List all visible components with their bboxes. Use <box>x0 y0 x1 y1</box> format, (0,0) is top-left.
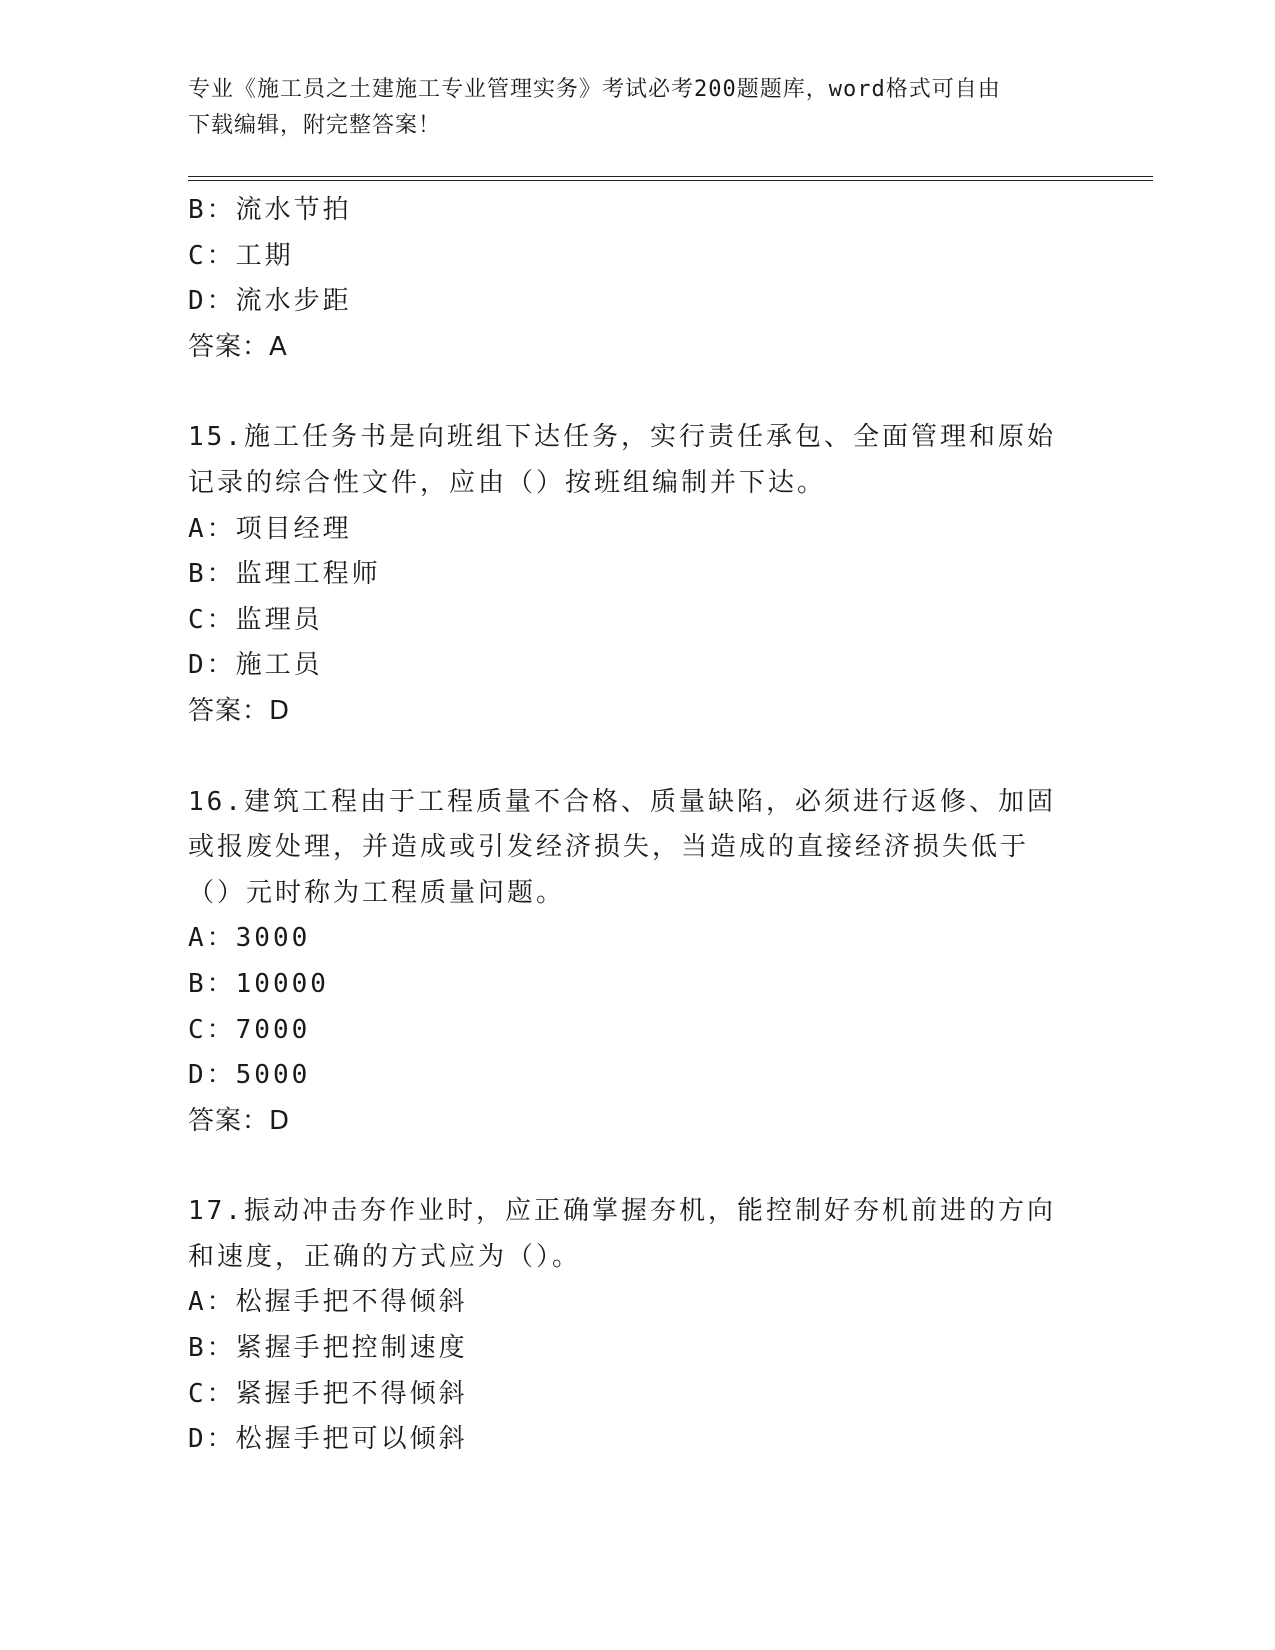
option-b: B：紧握手把控制速度 <box>188 1333 468 1364</box>
question-text <box>188 1189 1068 1280</box>
option-d: D：松握手把可以倾斜 <box>188 1424 468 1455</box>
question-list <box>188 188 1088 1463</box>
question-text <box>188 780 1068 917</box>
header-line-2: 下载编辑，附完整答案！ <box>188 113 442 138</box>
answer: 答案：D <box>188 695 291 726</box>
question-body: 振动冲击夯作业时，应正确掌握夯机，能控制好夯机前进的方向和速度，正确的方式应为（）。 <box>188 1196 1056 1272</box>
option-b: B：监理工程师 <box>188 559 381 590</box>
header-line-1: 专业《施工员之土建施工专业管理实务》考试必考200题题库，word格式可自由 <box>188 77 1001 102</box>
option-c: C：工期 <box>188 240 294 271</box>
question-body: 建筑工程由于工程质量不合格、质量缺陷，必须进行返修、加固或报废处理，并造成或引发经济损失，当造成的直接经济损失低于（）元时称为工程质量问题。 <box>188 786 1056 908</box>
option-c: C：7000 <box>188 1014 311 1045</box>
question-number: 16. <box>188 786 244 817</box>
option-c: C：紧握手把不得倾斜 <box>188 1378 468 1409</box>
document-header <box>188 72 1068 144</box>
option-d: D：5000 <box>188 1060 311 1091</box>
question-text <box>188 415 1068 506</box>
question-body: 施工任务书是向班组下达任务，实行责任承包、全面管理和原始记录的综合性文件，应由（）按班组编制并下达。 <box>188 422 1056 498</box>
answer: 答案：A <box>188 331 288 362</box>
option-a: A：松握手把不得倾斜 <box>188 1287 468 1318</box>
option-a: A：3000 <box>188 923 311 954</box>
answer: 答案：D <box>188 1105 291 1136</box>
option-d: D：流水步距 <box>188 286 352 317</box>
question-number: 15. <box>188 422 244 453</box>
option-c: C：监理员 <box>188 604 323 635</box>
option-d: D：施工员 <box>188 650 323 681</box>
option-b: B：流水节拍 <box>188 195 352 225</box>
question-number: 17. <box>188 1196 244 1227</box>
question-14-continuation <box>188 188 1088 370</box>
option-a: A：项目经理 <box>188 513 352 544</box>
option-b: B：10000 <box>188 968 329 999</box>
question-17 <box>188 1189 1088 1463</box>
question-15 <box>188 415 1088 734</box>
question-16 <box>188 780 1088 1145</box>
header-divider <box>188 176 1153 182</box>
